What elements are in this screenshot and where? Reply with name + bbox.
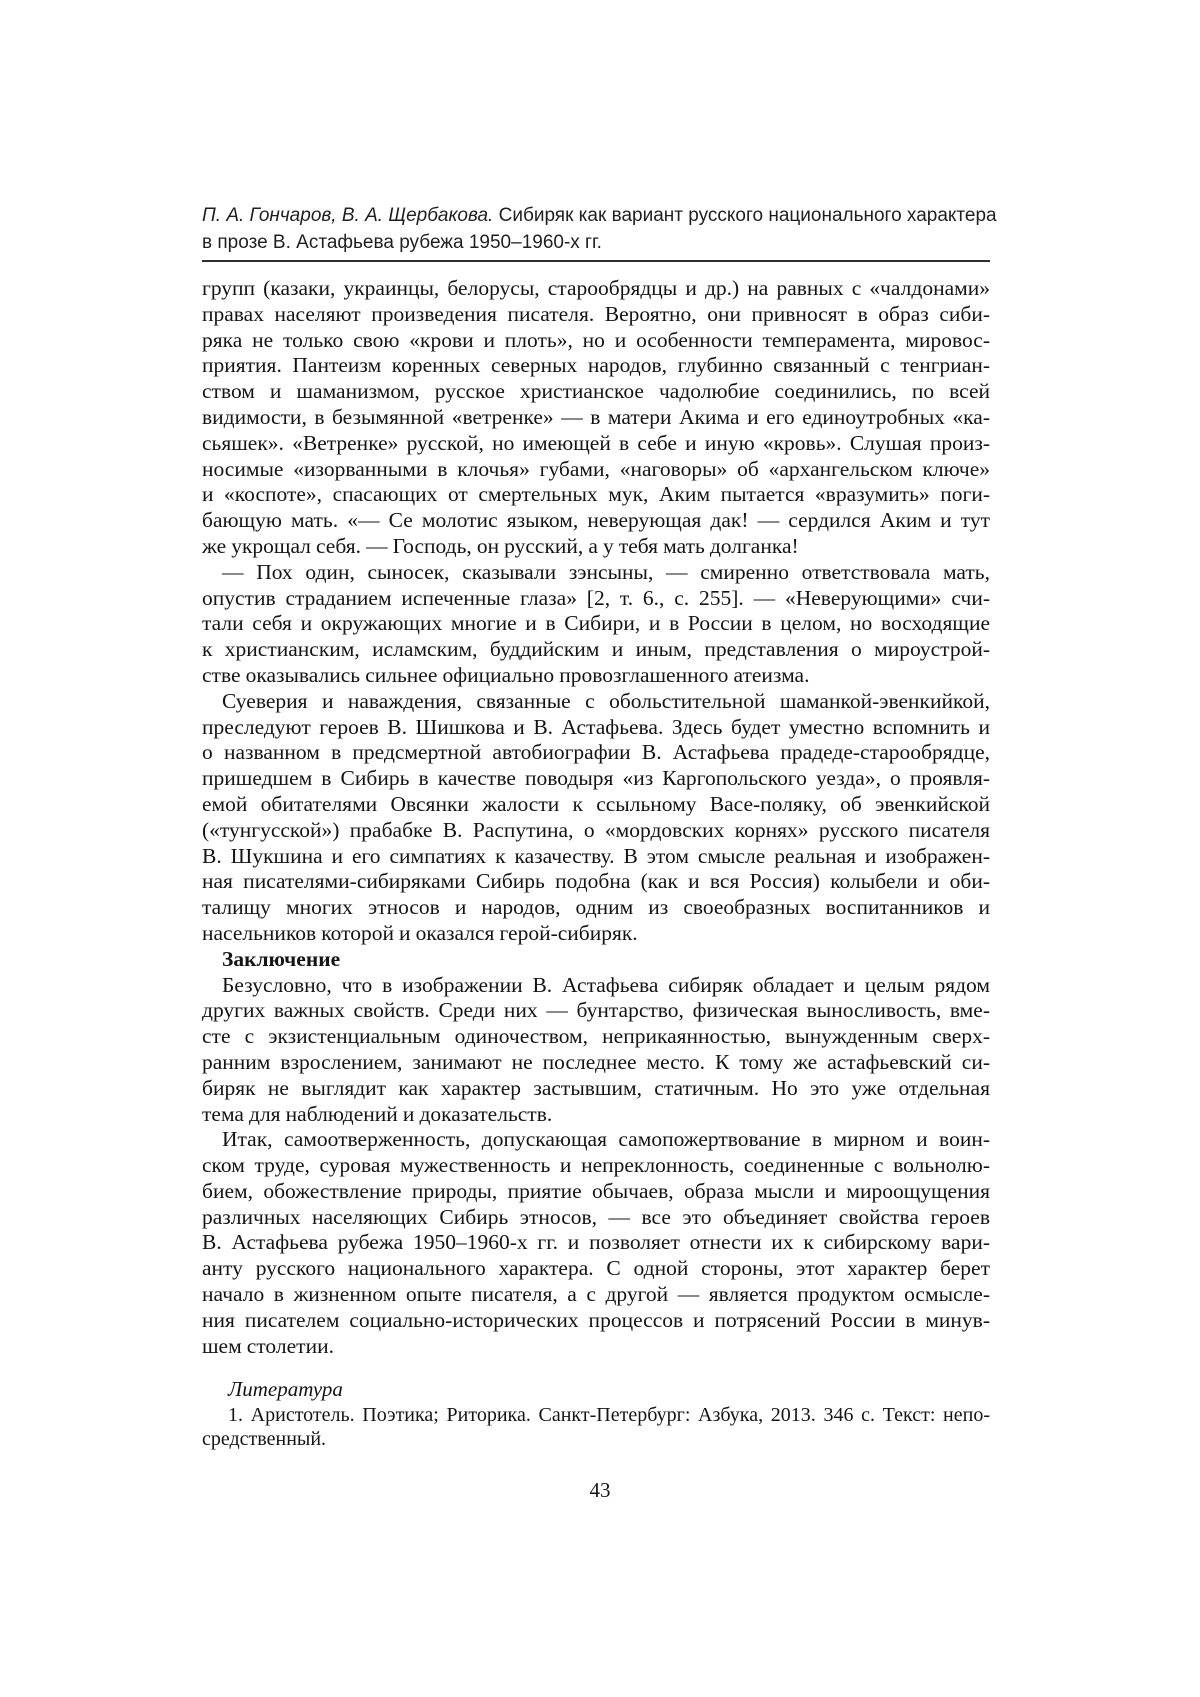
text-line: биряк не выглядит как характер застывшим, статичным. Но это уже отдельная — [202, 1075, 990, 1100]
text-line: Суеверия и наваждения, связанные с обольстительной шаманкой-эвенкийкой, — [222, 688, 990, 713]
text-line: видимости, в безымянной «ветренке» — в матери Акима и его единоутробных «ка- — [202, 404, 990, 429]
text-line: сьяшек». «Ветренке» русской, но имеющей в себе и иную «кровь». Слушая произ- — [202, 430, 990, 455]
header-authors: П. А. Гончаров, В. А. Щербакова. — [202, 205, 494, 226]
text-line: ском труде, суровая мужественность и непреклонность, соединенные с вольнолю- — [202, 1153, 990, 1178]
text-line: пришедшем в Сибирь в качестве поводыря «из Каргопольского уезда», о проявля- — [202, 766, 990, 791]
text-line: же укрощал себя. — Господь, он русский, а у тебя мать долганка! — [202, 533, 799, 558]
section-heading: Заключение — [222, 946, 341, 971]
page-number: 43 — [589, 1478, 611, 1502]
text-line: различных населяющих Сибирь этносов, — все это объединяет свойства героев — [202, 1204, 990, 1229]
text-line: ряка не только свою «крови и плоть», но и особенности темперамента, мировос- — [202, 327, 990, 352]
text-line: Итак, самоотверженность, допускающая самопожертвование в мирном и воин- — [222, 1127, 990, 1152]
text-line: и «коспоте», спасающих от смертельных мук, Аким пытается «вразумить» поги- — [202, 482, 990, 507]
text-line: ния писателем социально-исторических процессов и потрясений России в минув- — [202, 1307, 990, 1332]
header-rule — [202, 260, 990, 262]
text-line: В. Астафьева рубежа 1950–1960-х гг. и позволяет отнести их к сибирскому вари- — [202, 1230, 990, 1255]
text-line: сте с экзистенциальным одиночеством, неприкаянностью, вынужденным сверх- — [202, 1024, 990, 1049]
text-line: носимые «изорванными в клочья» губами, «наговоры» об «архангельском ключе» — [202, 456, 990, 481]
text-line: — Пох один, сыносек, сказывали зэнсыны, — смиренно ответствовала мать, — [222, 559, 990, 584]
reference-line: 1. Аристотель. Поэтика; Риторика. Санкт-Петербург: Азбука, 2013. 346 с. Текст: непо- — [228, 1404, 990, 1427]
text-line: насельников которой и оказался герой-сибиряк. — [202, 920, 638, 945]
text-line: начало в жизненном опыте писателя, а с другой — является продуктом осмысле- — [202, 1282, 990, 1307]
text-line: емой обитателями Овсянки жалости к ссыльному Васе-поляку, об эвенкийской — [202, 791, 990, 816]
header-title-part2: в прозе В. Астафьева рубежа 1950–1960-х гг. — [202, 232, 602, 253]
reference-line: средственный. — [202, 1428, 327, 1451]
text-line: тали себя и окружающих многие и в Сибири, и в России в целом, но восходящие — [202, 611, 990, 636]
text-line: приятия. Пантеизм коренных северных народов, глубинно связанный с тенгриан- — [202, 353, 990, 378]
references-heading: Литература — [228, 1377, 343, 1402]
text-line: В. Шукшина и его симпатиях к казачеству. В этом смысле реальная и изображен- — [202, 843, 990, 868]
running-header — [202, 202, 997, 256]
header-line-1 — [202, 202, 997, 229]
text-line: опустив страданием испеченные глаза» [2, т. 6., с. 255]. — «Неверующими» счи- — [202, 585, 990, 610]
text-line: ная писателями-сибиряками Сибирь подобна (как и вся Россия) колыбели и оби- — [202, 869, 990, 894]
text-line: групп (казаки, украинцы, белорусы, старообрядцы и др.) на равных с «чалдонами» — [202, 276, 990, 300]
text-line: тема для наблюдений и доказательств. — [202, 1101, 553, 1126]
text-line: правах населяют произведения писателя. Вероятно, они привносят в образ сиби- — [202, 301, 990, 326]
text-line: («тунгусской») прабабке В. Распутина, о «мордовских корнях» русского писателя — [202, 817, 990, 842]
text-line: ством и шаманизмом, русское христианское чадолюбие соединились, по всей — [202, 379, 990, 404]
text-line: стве оказывались сильнее официально провозглашенного атеизма. — [202, 662, 810, 687]
text-line: анту русского национального характера. С одной стороны, этот характер берет — [202, 1256, 990, 1281]
article-body — [202, 276, 990, 1451]
text-line: о названном в предсмертной автобиографии В. Астафьева прадеде-старообрядце, — [202, 740, 990, 765]
text-line: к христианским, исламским, буддийским и иным, представления о мироустрой- — [202, 637, 990, 662]
text-line: ранним взрослением, занимают не последнее место. К тому же астафьевский си- — [202, 1049, 990, 1074]
text-line: других важных свойств. Среди них — бунтарство, физическая выносливость, вме- — [202, 998, 990, 1023]
header-title-part1: Сибиряк как вариант русского национального характера — [493, 205, 997, 226]
text-line: шем столетии. — [202, 1333, 334, 1358]
text-line: Безусловно, что в изображении В. Астафьева сибиряк обладает и целым рядом — [222, 972, 990, 997]
text-line: бием, обожествление природы, приятие обычаев, образа мысли и мироощущения — [202, 1178, 990, 1203]
text-line: талищу многих этносов и народов, одним из своеобразных воспитанников и — [202, 895, 990, 920]
text-line: преследуют героев В. Шишкова и В. Астафьева. Здесь будет уместно вспомнить и — [202, 714, 990, 739]
text-line: бающую мать. «— Се молотис языком, неверующая дак! — сердился Аким и тут — [202, 508, 990, 533]
